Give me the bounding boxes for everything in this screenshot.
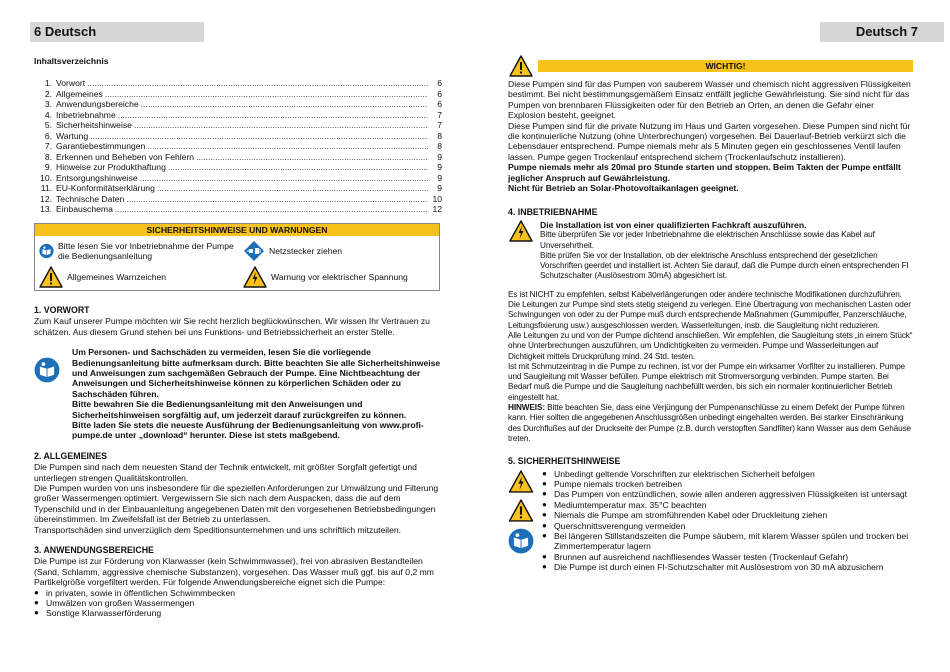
inbetriebnahme-p5: Ist mit Schmutzeintrag in die Pumpe zu rechnen, ist vor der Pumpe ein wirksamer Vorfilter zu installieren. Pumpe und Saugleitung mit Wasser befüllen. Pumpe elektrisch mit Stromversorgung verbinden. Pumpe starten. Bei Bedarf muß die Pumpe und die Saugleitung nachbefüllt werden, bis sich ein normaler kontinuierlicher Betrieb eingestellt hat. [508,361,905,402]
electric-warning-icon [508,470,534,493]
toc-number: 1. [44,78,52,89]
toc-page: 9 [437,172,442,183]
wichtig-p4: Nicht für Betrieb an Solar-Photovoltaikanlagen geeignet. [508,183,739,194]
toc-row [34,99,442,110]
vorwort-notice-1: Um Personen- und Sachschäden zu vermeiden, lesen Sie die vorliegende Bedienungsanleitung bitte aufmerksam durch. Bitte beachten Sie alle Sicherheitshinweise und Anweisungen zum sachgemäßen Gebrauch der Pumpe. Eine Nichtbeachtung der Anweisungen und Sicherheitshinweise können zu körperlichen Schäden oder zu Sachschäden führen. [72,347,441,399]
hinweis-text: Bitte beachten Sie, dass eine Verjüngung der Pumpenanschlüsse zu einem Defekt der Pumpe führen kann. Hier sollten die angegebenen Anschlussgrößen unbedingt eingehalten werden. Bei starker Einschränkung des Durchflußes auf der Druckseite der Pumpe (z.B. durch verstopften Sandfilter) kann Wasser aus dem Gehäuse treten. [508,403,912,443]
safety-item-text: Warnung vor elektrischer Spannung [271,271,408,282]
toc-page: 12 [432,204,442,215]
toc-leader [118,110,428,121]
toc-row [34,131,442,142]
toc-row [34,173,442,184]
toc-list [34,78,442,215]
inbetriebnahme-p4: Alle Leitungen zu und von der Pumpe dichtend anschließen. Wir empfehlen, die Saugleitung stets „in einem Stück“ ohne Unterbrechungen auszuführen, um Undichtigkeiten zu vermeiden. Pumpe und Wasserleitungen auf Dichtigkeit mittels Druckprüfung mind. 24 Std. testen. [508,330,913,361]
toc-page: 10 [432,193,442,204]
safety-item-warning [39,266,243,288]
toc-page: 9 [437,183,442,194]
toc-row [34,141,442,152]
left-column [34,56,442,619]
safety-item-text: Allgemeines Warnzeichen [67,271,167,282]
toc-row [34,152,442,163]
allgemeines-p3: Transportschäden sind unverzüglich dem Speditionsunternehmen und uns schriftlich mitzuteilen. [34,524,402,535]
vorwort-notice-2: Bitte bewahren Sie die Bedienungsanleitung mit den Anweisungen und Sicherheitshinweisen sorgfältig auf, um jederzeit darauf zurückgreifen zu können. [72,399,407,420]
warning-icon [508,499,534,522]
hinweis-label: HINWEIS: [508,403,545,413]
inbetriebnahme-lead: Die Installation ist von einer qualifizierten Fachkraft auszuführen. [540,219,807,230]
toc-page: 9 [437,162,442,173]
list-item: ● Brunnen auf ausreichend nachfliesendes Wasser testen (Trockenlauf Gefahr) [542,552,913,562]
toc-number: 8. [44,151,52,162]
toc-label: Entsorgungshinweise [56,172,138,183]
toc-label: Allgemeines [56,88,103,99]
manual-icon [508,528,534,554]
sicherheit-title: 5. SICHERHEITSHINWEISE [508,456,621,467]
inbetriebnahme-block [508,220,913,282]
toc-leader [141,99,428,110]
toc-page: 8 [437,130,442,141]
toc-page: 6 [437,78,442,89]
page-header-right: Deutsch 7 [820,22,944,42]
allgemeines-p2: Die Pumpen wurden von uns insbesondere für die speziellen Anforderungen zur Umwälzung und Filterung großer Wassermengen optimiert. Vergewissern Sie sich nach dem Auspacken, dass die auf dem Typenschild und in der Einbauanleitung angegebenen Daten mit den vorgesehenen Betriebsbedingungen übereinstimmen. Im Zweifelsfall ist der Betrieb zu unterlassen. [34,483,439,525]
anwendung-text: Die Pumpe ist zur Förderung von Klarwasser (kein Schwimmwasser), frei von abrasiven Bestandteilen (Sand, Schlamm, aggressive chemische Substanzen), vorgesehen. Das Wasser muß ggf. bis auf 0,2 mm Partikelgröße vorgefiltert werden. Für folgende Anwendungsbereiche eignet sich die Pumpe: [34,556,434,588]
wichtig-label: WICHTIG! [538,60,913,72]
toc-label: Garantiebestimmungen [56,141,146,152]
list-item: ● Mediumtemperatur max. 35°C beachten [542,500,913,510]
toc-row [34,204,442,215]
toc-page: 6 [437,99,442,110]
safety-item-unplug [243,240,443,262]
toc-title: Inhaltsverzeichnis [34,56,109,66]
inbetriebnahme-p3: Es ist NICHT zu empfehlen, selbst Kabelverlängerungen oder andere technische Modifikationen durchzuführen. Die Leitungen zur Pumpe sind stets stetig steigend zu verlegen. Eine Übertragung von mechanischen Lasten oder Schwingungen von oder zu der Pumpe muß durch entsprechende Maßnahmen (Gummipuffer, Panzerschläuche, Leitungsfixierung usw.) ausgeschlossen werden. Wasserleitungen, insb. die Saugleitung nicht reduzieren. [508,289,911,330]
unplug-icon [243,240,265,262]
toc-leader [126,194,428,205]
inbetriebnahme-p1: Bitte überprüfen Sie vor jeder Inbetriebnahme die elektrischen Anschlüsse sowie das Kabel auf Unversehrtheit. [540,230,875,250]
manual-icon [34,357,60,383]
toc-label: Wartung [56,130,89,141]
list-item: ● Die Pumpe ist durch einen FI-Schutzschalter mit Auslösestrom von 30 mA abzusichern [542,562,913,572]
inbetriebnahme-p2: Bitte prüfen Sie vor der Installation, ob der elektrische Anschluss entsprechend der gesetzlichen Vorschriften geerdet und installiert ist. Achten Sie darauf, daß die Pumpe durch einen entsprechenden FI Schutzschalter (Auslösestrom 30mA) abgesichert ist. [540,250,909,281]
toc-leader [147,141,428,152]
toc-number: 7. [44,141,52,152]
toc-number: 11. [40,183,52,194]
list-item: ● Pumpe niemals trocken betreiben [542,479,913,489]
toc-row [34,162,442,173]
wichtig-bar [508,55,913,77]
toc-leader [157,183,428,194]
electric-warning-icon [508,220,534,242]
safety-item-text: Netzstecker ziehen [269,245,343,256]
toc-label: Vorwort [56,78,86,89]
toc-number: 5. [44,120,52,131]
sicherheit-list [542,469,913,573]
toc-number: 10. [40,172,52,183]
inbetriebnahme-title: 4. INBETRIEBNAHME [508,207,598,218]
list-item: ● Querschnittsverengung vermeiden [542,521,913,531]
toc-label: Hinweise zur Produkthaftung [56,162,166,173]
wichtig-p3: Pumpe niemals mehr als 20mal pro Stunde starten und stoppen. Beim Takten der Pumpe entfällt jeglicher Anspruch auf Gewährleistung. [508,162,901,183]
toc-row [34,120,442,131]
toc-number: 3. [44,99,52,110]
vorwort-text: Zum Kauf unserer Pumpe möchten wir Sie recht herzlich beglückwünschen. Wir wissen Ihr Vertrauen zu schätzen. Aus diesem Grund stehen bei uns Funktions- und Betriebssicherheit an erster Stelle. [34,316,430,337]
toc-number: 13. [40,204,52,215]
toc-leader [105,89,428,100]
list-item: ● Niemals die Pumpe am stromführenden Kabel oder Druckleitung ziehen [542,510,913,520]
toc-leader [134,120,428,131]
list-item: ● in privaten, sowie in öffentlichen Schwimmbecken [34,588,442,598]
toc-number: 12. [40,193,52,204]
toc-leader [140,173,428,184]
toc-label: Erkennen und Beheben von Fehlern [56,151,195,162]
toc-label: Anwendungsbereiche [56,99,139,110]
list-item: ● Bei längeren Stillstandszeiten die Pumpe säubern, mit klarem Wasser spülen und trocken bei Zimmertemperatur lagern [542,531,913,552]
toc-row [34,183,442,194]
toc-page: 9 [437,151,442,162]
toc-row [34,89,442,100]
warning-icon [508,55,534,77]
list-item: ● Das Pumpen von entzündlichen, sowie allen anderen aggressiven Flüssigkeiten ist untersagt [542,489,913,499]
warning-icon [39,266,63,288]
safety-legend-box [34,223,440,291]
toc-row [34,110,442,121]
safety-item-manual [39,240,243,262]
toc-label: Inbetriebnahme [56,109,116,120]
sicherheit-block [508,469,913,573]
toc-page: 6 [437,88,442,99]
vorwort-notice-3: Bitte laden Sie stets die neueste Ausführung der Bedienungsanleitung von www.profi-pumpe.de unter „download“ herunter. Diese ist stets maßgebend. [72,419,424,441]
toc-page: 8 [437,141,442,152]
toc-label: Technische Daten [56,193,125,204]
toc-leader [168,162,428,173]
anwendung-list [34,588,442,619]
toc-page: 7 [437,120,442,131]
right-column [508,55,913,573]
vorwort-title: 1. VORWORT [34,304,90,315]
list-item: ● Sonstige Klarwasserförderung [34,608,442,618]
page-header-left: 6 Deutsch [30,22,204,42]
toc-page: 7 [437,109,442,120]
toc-label: Sicherheitshinweise [56,120,132,131]
toc-leader [87,78,428,89]
allgemeines-p1: Die Pumpen sind nach dem neuesten Stand der Technik entwickelt, mit größter Sorgfalt gefertigt und unterliegen strengen Qualitätskontrollen. [34,462,417,483]
toc-leader [115,204,428,215]
safety-item-text: Bitte lesen Sie vor Inbetriebnahme der Pumpe die Bedienungsanleitung [57,240,234,261]
toc-number: 9. [44,162,52,173]
allgemeines-title: 2. ALLGEMEINES [34,450,107,461]
inbetriebnahme-hinweis [508,403,913,444]
electric-warning-icon [243,266,267,288]
toc-number: 2. [44,88,52,99]
toc-leader [90,131,428,142]
toc-label: EU-Konformitätserklärung [56,183,155,194]
safety-legend-title: SICHERHEITSHINWEISE UND WARNUNGEN [35,224,439,236]
toc-row [34,194,442,205]
manual-icon [39,240,54,262]
toc-leader [196,152,428,163]
wichtig-p1: Diese Pumpen sind für das Pumpen von sauberem Wasser und chemisch nicht aggressiven Flüssigkeiten bestimmt. Bei nicht bestimmungsgemäßem Einsatz entfällt jegliche Gewährleistung. Sie sind nicht für das Pumpen von brennbaren Flüssigkeiten oder für den Betrieb an Orten, an denen die Gefahr einer Explosion besteht, geeignet. [508,79,911,121]
vorwort-notice [34,347,442,441]
safety-item-electric [243,266,443,288]
toc-row [34,78,442,89]
toc-number: 6. [44,130,52,141]
toc-label: Einbauschema [56,204,113,215]
list-item: ● Umwälzen von großen Wassermengen [34,598,442,608]
list-item: ● Unbedingt geltende Vorschriften zur elektrischen Sicherheit befolgen [542,469,913,479]
wichtig-p2: Diese Pumpen sind für die private Nutzung im Haus und Garten vorgesehen. Diese Pumpen sind nicht für die kontinuierliche Nutzung (ohne Unterbrechungen) vorgesehen. Bei Dauerlauf-Betrieb verkürzt sich die Lebensdauer entsprechend. Pumpe niemals mehr als 5 Minuten gegen ein geschlossenes Ventil laufen lassen. Pumpe gegen Trockenlauf entsprechend sichern (Trockenlaufschutz installieren). [508,120,911,162]
toc-number: 4. [44,109,52,120]
anwendung-title: 3. ANWENDUNGSBEREICHE [34,545,154,556]
